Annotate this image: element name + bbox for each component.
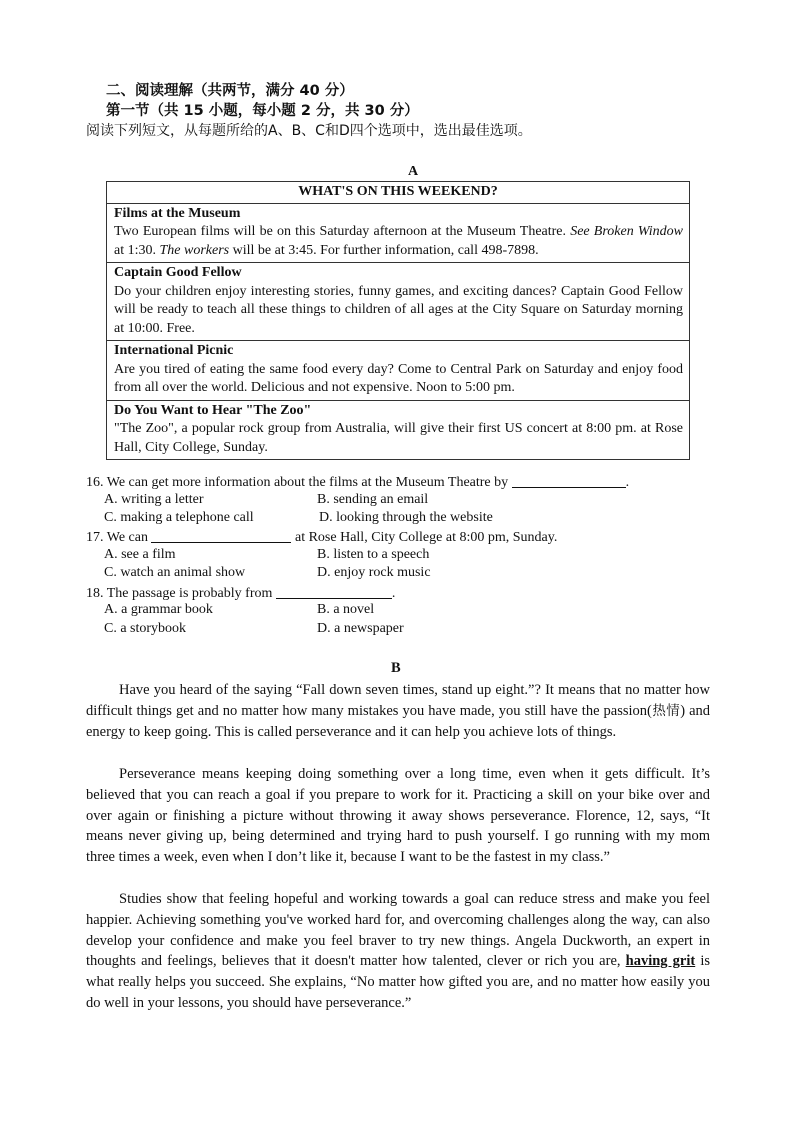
- item-title: Films at the Museum: [114, 205, 241, 221]
- option-b: B. sending an email: [317, 492, 429, 507]
- option-d: D. enjoy rock music: [317, 565, 431, 580]
- passage-b-paragraph-3: Studies show that feeling hopeful and working towards a goal can reduce stress and make you feel happier. Achieving something you've worked hard for, and overcoming challenges along the way, can also develop your confidence and make you feel braver to try new things. Angela Duckworth, an expert in thoughts and feelings, believes that it doesn't matter how talented, clever or rich you are, having grit is what really helps you succeed. She explains, “No matter how gifted you are, and no matter how easily you do well in your lessons, you should have perseverance.”: [86, 891, 711, 1011]
- item-title: International Picnic: [114, 343, 234, 358]
- film-title: The workers: [159, 242, 230, 258]
- item-text: Are you tired of eating the same food every day? Come to Central Park on Saturday and enjoy food from all over the world. Delicious and not expensive. Noon to 5:00 pm.: [114, 361, 683, 395]
- answer-blank: [151, 528, 291, 543]
- whats-on-table: [106, 181, 690, 460]
- option-a: A. a grammar book: [104, 602, 213, 617]
- question-17: 17. We can at Rose Hall, City College at 8:00 pm, Sunday.: [86, 530, 558, 545]
- passage-b-label: B: [391, 660, 401, 676]
- section-title: 二、阅读理解（共两节，满分 40 分）: [106, 83, 354, 99]
- item-title: Captain Good Fellow: [114, 265, 242, 280]
- subsection-title: 第一节（共 15 小题，每小题 2 分，共 30 分）: [106, 103, 419, 119]
- item-title: Do You Want to Hear "The Zoo": [114, 402, 312, 418]
- item-text: "The Zoo", a popular rock group from Australia, will give their first US concert at 8:00 pm. at Rose Hall, City College, Sunday.: [114, 421, 683, 455]
- table-row: [107, 341, 690, 401]
- option-d: D. looking through the website: [319, 510, 493, 525]
- option-c: C. making a telephone call: [104, 510, 254, 525]
- option-c: C. a storybook: [104, 621, 187, 636]
- answer-blank: [276, 584, 392, 599]
- passage-b-paragraph-2: Perseverance means keeping doing something over a long time, even when it gets difficult. It’s believed that you can reach a goal if you prepare to work for it. Practicing a skill on your bike over and over again or finishing a picture without throwing it away shows perseverance. Florence, 12, says, “It means never giving up, being determined and trying hard to push yourself. I go running with my mom three times a week, even when I don’t like it, because I want to be the fastest in my class.”: [86, 766, 710, 866]
- option-d: D. a newspaper: [317, 621, 404, 636]
- instruction-text: 阅读下列短文，从每题所给的A、B、C和D四个选项中，选出最佳选项。: [86, 123, 532, 139]
- option-b: B. a novel: [317, 602, 375, 617]
- question-16: 16. We can get more information about the films at the Museum Theatre by .: [86, 475, 630, 490]
- option-c: C. watch an animal show: [104, 565, 246, 580]
- option-a: A. see a film: [104, 547, 176, 562]
- table-row: [107, 400, 690, 460]
- table-row: [107, 263, 690, 341]
- table-row: [107, 203, 690, 263]
- item-text: Two European films will be on this Saturday afternoon at the Museum Theatre. See Broken Window at 1:30. The workers will be at 3:45. For further information, call 498-7898.: [114, 224, 684, 258]
- item-text: Do your children enjoy interesting stories, funny games, and exciting dances? Captain Good Fellow will be ready to teach all these things to children of all ages at the City Square on Saturday morning at 10:00. Free.: [114, 283, 683, 336]
- film-title: See Broken Window: [570, 224, 684, 239]
- option-b: B. listen to a speech: [317, 547, 430, 562]
- passage-a-label: A: [408, 164, 419, 179]
- table-title: WHAT'S ON THIS WEEKEND?: [107, 182, 690, 204]
- answer-blank: [512, 473, 626, 488]
- passage-b-paragraph-1: Have you heard of the saying “Fall down seven times, stand up eight.”? It means that no matter how difficult things get and no matter how many mistakes you have made, you still have the passion(热情) and energy to keep going. This is called perseverance and it can help you achieve lots of things.: [86, 682, 711, 740]
- underlined-phrase: having grit: [625, 953, 696, 970]
- question-18: 18. The passage is probably from .: [86, 586, 396, 601]
- option-a: A. writing a letter: [104, 492, 204, 507]
